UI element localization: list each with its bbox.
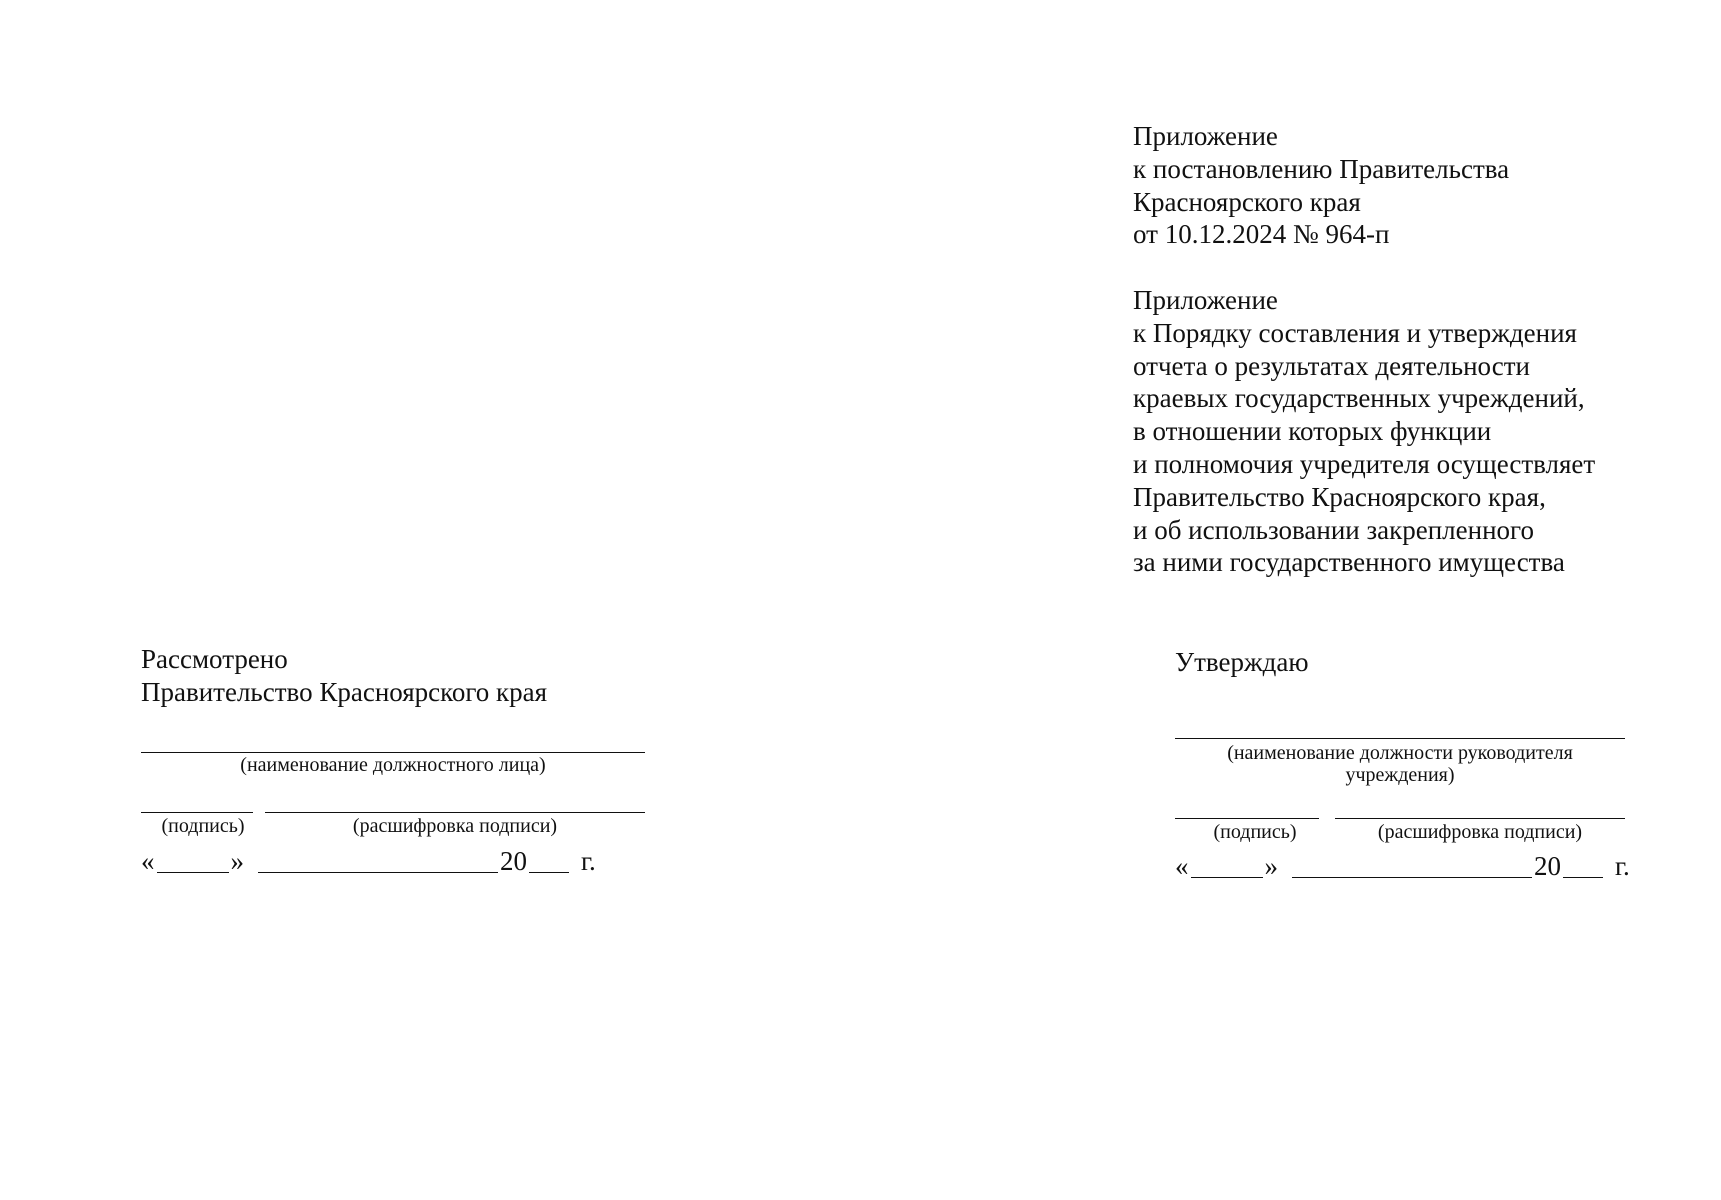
- position-caption: (наименование должностного лица): [240, 754, 546, 776]
- reviewed-heading: Рассмотрено: [141, 644, 288, 674]
- appendix-line: краевых государственных учреждений,: [1133, 383, 1585, 414]
- appendix-title: Приложение: [1133, 121, 1278, 151]
- year-prefix: 20: [1534, 851, 1561, 881]
- signature-caption: (подпись): [1213, 821, 1297, 843]
- year-suffix: г.: [581, 846, 596, 876]
- month-blank: [1292, 855, 1532, 878]
- close-quote: »: [230, 846, 244, 876]
- decoding-caption: (расшифровка подписи): [352, 815, 558, 837]
- day-blank: [1191, 855, 1263, 878]
- appendix-resolution-block: [1133, 120, 1509, 251]
- position-line: [141, 752, 645, 753]
- appendix-line: и об использовании закрепленного: [1133, 514, 1534, 545]
- appendix-line: к Порядку составления и утверждения: [1133, 317, 1577, 348]
- signature-caption: (подпись): [161, 815, 245, 837]
- appendix-title: Приложение: [1133, 285, 1278, 315]
- decoding-line: [1335, 818, 1625, 819]
- position-line: [1175, 738, 1625, 739]
- decoding-caption: (расшифровка подписи): [1377, 821, 1583, 843]
- date-line: [1175, 848, 1630, 882]
- appendix-line: к постановлению Правительства: [1133, 153, 1510, 184]
- appendix-line: Красноярского края: [1133, 186, 1361, 217]
- year-blank: [1563, 855, 1603, 878]
- appendix-line: в отношении которых функции: [1133, 416, 1492, 447]
- appendix-line: отчета о результатах деятельности: [1133, 350, 1530, 381]
- position-caption-line1: (наименование должности руководителя: [1227, 742, 1573, 764]
- signature-line: [141, 812, 253, 813]
- appendix-line: за ними государственного имущества: [1133, 547, 1565, 578]
- appendix-date-number: от 10.12.2024 № 964-п: [1133, 219, 1390, 250]
- year-blank: [529, 850, 569, 873]
- appendix-line: и полномочия учредителя осуществляет: [1133, 448, 1596, 479]
- appendix-line: Правительство Красноярского края,: [1133, 481, 1546, 512]
- approve-heading: Утверждаю: [1175, 647, 1309, 677]
- day-blank: [157, 850, 229, 873]
- date-line: [141, 843, 596, 877]
- reviewed-authority: Правительство Красноярского края: [141, 677, 548, 707]
- month-blank: [258, 850, 498, 873]
- signature-line: [1175, 818, 1319, 819]
- appendix-order-block: [1133, 284, 1595, 579]
- year-prefix: 20: [500, 846, 527, 876]
- close-quote: »: [1264, 851, 1278, 881]
- open-quote: «: [1175, 851, 1189, 881]
- year-suffix: г.: [1615, 851, 1630, 881]
- open-quote: «: [141, 846, 155, 876]
- position-caption-line2: учреждения): [1345, 764, 1455, 786]
- decoding-line: [265, 812, 645, 813]
